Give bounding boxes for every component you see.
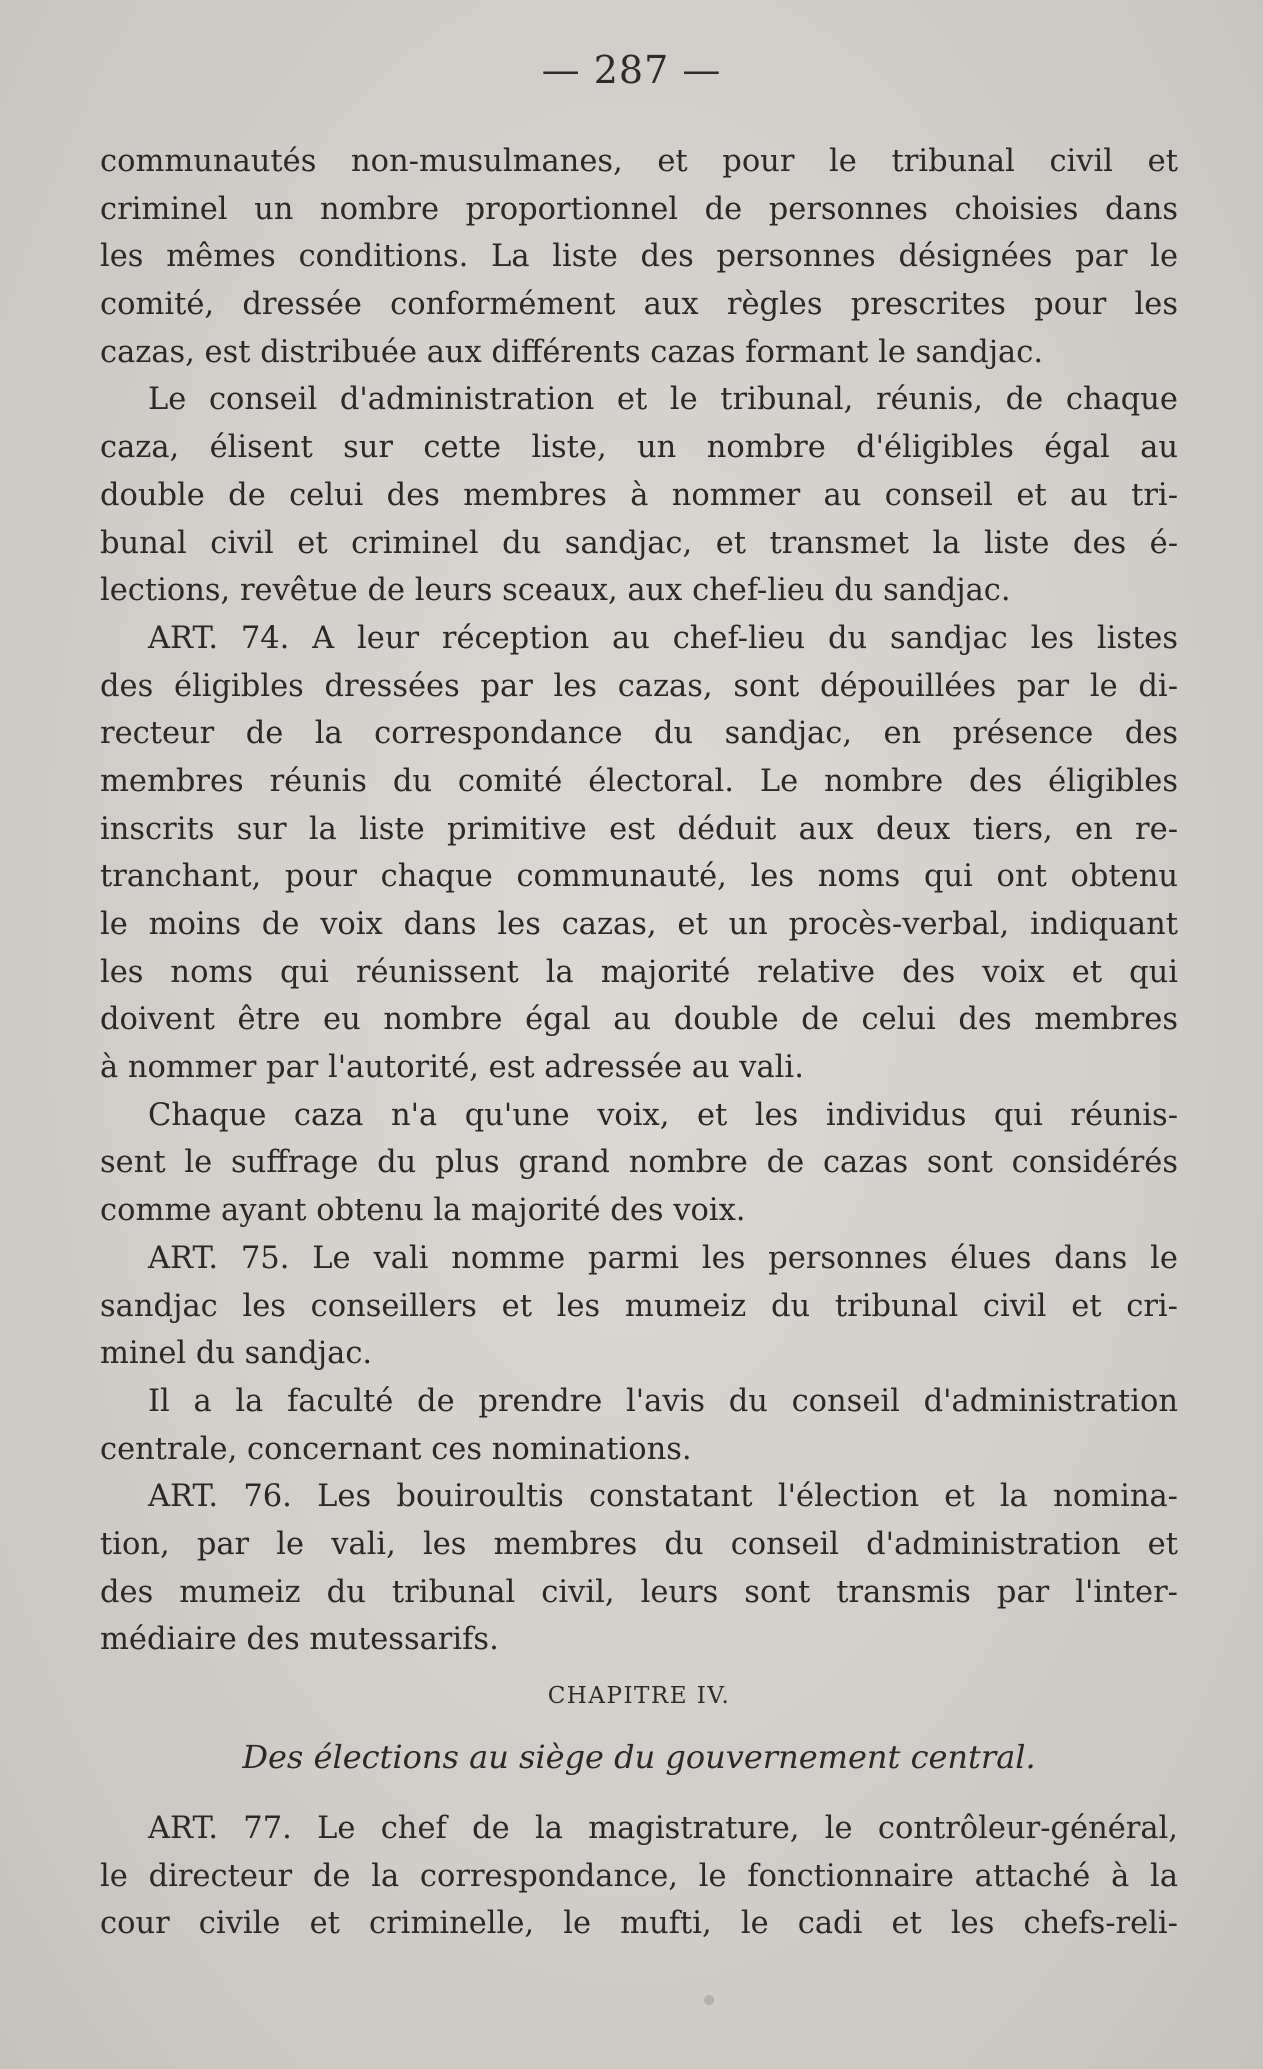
text-line: comité, dressée conformément aux règles prescrites pour les — [100, 287, 1178, 323]
text-line: des éligibles dressées par les cazas, sont dépouillées par le di- — [100, 668, 1178, 704]
article-74-line: ART. 74. A leur réception au chef-lieu du sandjac les listes — [148, 620, 1178, 656]
text-line: doivent être eu nombre égal au double de celui des membres — [100, 1002, 1178, 1038]
text-line: inscrits sur la liste primitive est déduit aux deux tiers, en re- — [100, 811, 1178, 847]
text-line: tranchant, pour chaque communauté, les noms qui ont obtenu — [100, 859, 1178, 895]
paper-speck — [704, 1995, 714, 2005]
text-line: les mêmes conditions. La liste des personnes désignées par le — [100, 239, 1178, 275]
text-line: double de celui des membres à nommer au conseil et au tri- — [100, 477, 1178, 513]
text-line: cour civile et criminelle, le mufti, le cadi et les chefs-reli- — [100, 1906, 1178, 1942]
text-line: lections, revêtue de leurs sceaux, aux chef-lieu du sandjac. — [100, 573, 1011, 609]
text-line: caza, élisent sur cette liste, un nombre d'éligibles égal au — [100, 430, 1178, 466]
text-line: les noms qui réunissent la majorité relative des voix et qui — [100, 954, 1178, 990]
text-line: médiaire des mutessarifs. — [100, 1622, 499, 1658]
text-line: à nommer par l'autorité, est adressée au vali. — [100, 1050, 804, 1086]
text-line: minel du sandjac. — [100, 1336, 373, 1372]
page-number: — 287 — — [541, 48, 722, 92]
text-line: sandjac les conseillers et les mumeiz du tribunal civil et cri- — [100, 1288, 1178, 1324]
text-line: recteur de la correspondance du sandjac, en présence des — [100, 716, 1178, 752]
text-line: tion, par le vali, les membres du conseil d'administration et — [100, 1526, 1178, 1562]
text-line: comme ayant obtenu la majorité des voix. — [100, 1193, 746, 1229]
article-77-line: ART. 77. Le chef de la magistrature, le contrôleur-général, — [148, 1811, 1178, 1846]
text-line: membres réunis du comité électoral. Le nombre des éligibles — [100, 763, 1178, 799]
text-line: centrale, concernant ces nominations. — [100, 1431, 692, 1467]
text-line: le directeur de la correspondance, le fonctionnaire attaché à la — [100, 1858, 1178, 1894]
chapter-heading: CHAPITRE IV. — [547, 1683, 731, 1709]
article-75-line: ART. 75. Le vali nomme parmi les personnes élues dans le — [148, 1240, 1178, 1276]
body-text — [100, 138, 1178, 1664]
chapter-subtitle: Des élections au siège du gouvernement central. — [242, 1738, 1036, 1776]
article-76-line: ART. 76. Les bouiroultis constatant l'élection et la nomina- — [148, 1479, 1178, 1515]
text-line: Chaque caza n'a qu'une voix, et les individus qui réunis- — [148, 1097, 1178, 1133]
text-line: des mumeiz du tribunal civil, leurs sont transmis par l'inter- — [100, 1574, 1178, 1610]
text-line: Il a la faculté de prendre l'avis du conseil d'administration — [148, 1383, 1178, 1419]
text-line: bunal civil et criminel du sandjac, et transmet la liste des é- — [100, 525, 1178, 561]
text-line: le moins de voix dans les cazas, et un procès-verbal, indiquant — [100, 907, 1178, 942]
text-line: criminel un nombre proportionnel de personnes choisies dans — [100, 191, 1178, 227]
text-line: sent le suffrage du plus grand nombre de cazas sont considérés — [100, 1145, 1178, 1181]
text-line: Le conseil d'administration et le tribunal, réunis, de chaque — [148, 382, 1178, 418]
text-line: cazas, est distribuée aux différents cazas formant le sandjac. — [100, 334, 1044, 370]
body-text-lower — [100, 1805, 1178, 1948]
text-line: communautés non-musulmanes, et pour le tribunal civil et — [100, 144, 1178, 179]
